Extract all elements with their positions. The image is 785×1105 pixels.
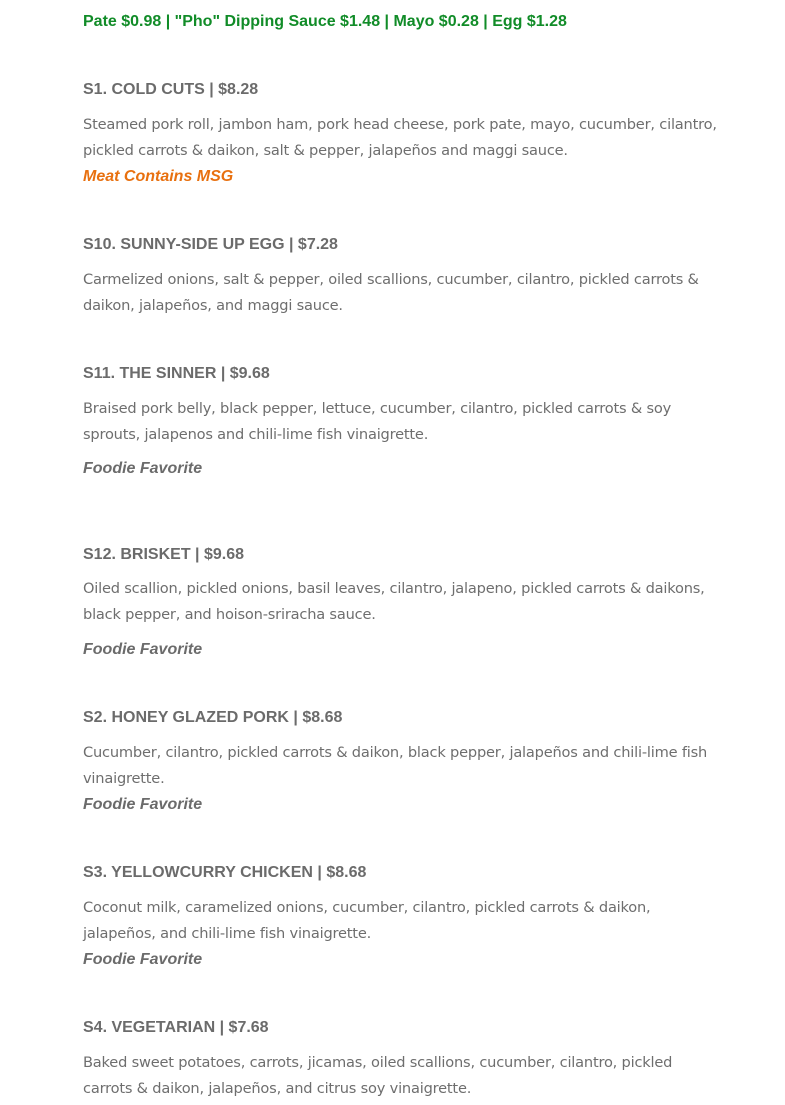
menu-item-the-sinner — [83, 363, 723, 482]
menu-item-title: S4. VEGETARIAN | $7.68 — [83, 1019, 269, 1036]
menu-item-title: S3. YELLOWCURRY CHICKEN | $8.68 — [83, 864, 367, 881]
menu-item-title: S10. SUNNY-SIDE UP EGG | $7.28 — [83, 236, 338, 253]
menu-item-honey-glazed-pork — [83, 707, 723, 818]
foodie-favorite-badge: Foodie Favorite — [83, 641, 203, 658]
addons-line: Pate $0.98 | "Pho" Dipping Sauce $1.48 | Mayo $0.28 | Egg $1.28 — [83, 13, 567, 30]
menu-item-description: Steamed pork roll, jambon ham, pork head cheese, pork pate, mayo, cucumber, cilantro, pickled carrots & daikon, salt & pepper, jalapeños and maggi sauce. — [83, 116, 717, 159]
menu-item-description: Baked sweet potatoes, carrots, jicamas, oiled scallions, cucumber, cilantro, pickled carrots & daikon, jalapeños, and citrus soy vinaigrette. — [83, 1054, 673, 1097]
foodie-favorite-badge: Foodie Favorite — [83, 796, 203, 813]
menu-item-description: Carmelized onions, salt & pepper, oiled scallions, cucumber, cilantro, pickled carrots & daikon, jalapeños, and maggi sauce. — [83, 271, 699, 314]
foodie-favorite-badge: Foodie Favorite — [83, 460, 203, 477]
menu-item-sunny-side-up-egg — [83, 234, 723, 319]
menu-item-vegetarian — [83, 1017, 723, 1102]
msg-warning: Meat Contains MSG — [83, 168, 234, 185]
menu-item-description: Coconut milk, caramelized onions, cucumber, cilantro, pickled carrots & daikon, jalapeños, and chili-lime fish vinaigrette. — [83, 899, 651, 942]
menu-item-brisket — [83, 544, 723, 663]
menu-item-cold-cuts — [83, 79, 723, 190]
menu-item-title: S11. THE SINNER | $9.68 — [83, 365, 270, 382]
menu-item-yellow-curry-chicken — [83, 862, 723, 973]
menu-item-description: Cucumber, cilantro, pickled carrots & daikon, black pepper, jalapeños and chili-lime fish vinaigrette. — [83, 744, 708, 787]
menu-item-description: Braised pork belly, black pepper, lettuce, cucumber, cilantro, pickled carrots & soy sprouts, jalapenos and chili-lime fish vinaigrette. — [83, 400, 672, 443]
foodie-favorite-badge: Foodie Favorite — [83, 951, 203, 968]
menu-item-description: Oiled scallion, pickled onions, basil leaves, cilantro, jalapeno, pickled carrots & daikons, black pepper, and hoison-sriracha sauce. — [83, 580, 705, 623]
menu-item-title: S2. HONEY GLAZED PORK | $8.68 — [83, 709, 343, 726]
menu-item-title: S1. COLD CUTS | $8.28 — [83, 81, 259, 98]
menu-item-title: S12. BRISKET | $9.68 — [83, 546, 244, 563]
